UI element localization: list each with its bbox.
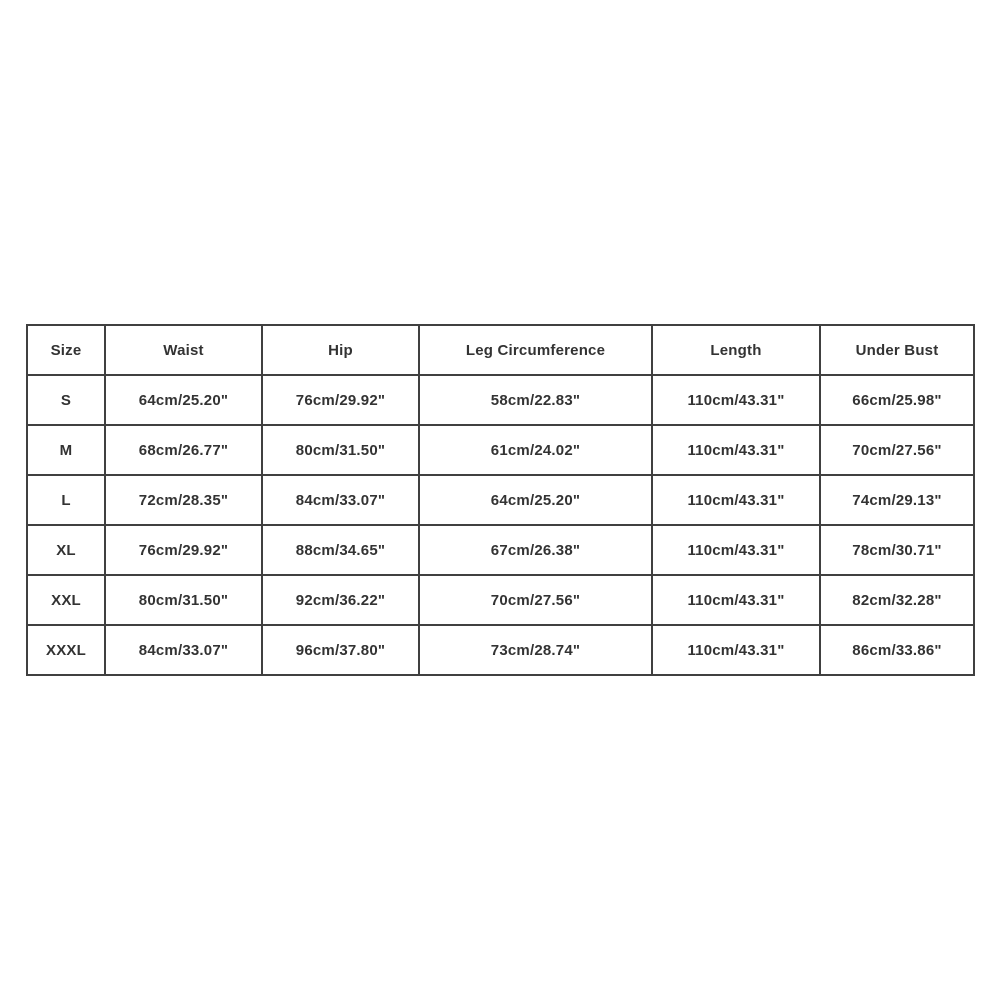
table-cell: 110cm/43.31" [652, 525, 820, 575]
table-cell: 80cm/31.50" [262, 425, 419, 475]
column-header-leg-circumference: Leg Circumference [419, 325, 652, 375]
size-label-cell: XL [27, 525, 105, 575]
table-cell: 67cm/26.38" [419, 525, 652, 575]
column-header-hip: Hip [262, 325, 419, 375]
table-cell: 110cm/43.31" [652, 575, 820, 625]
column-header-waist: Waist [105, 325, 262, 375]
header-row [27, 325, 974, 375]
table-cell: 70cm/27.56" [820, 425, 974, 475]
table-row-m [27, 425, 974, 475]
table-cell: 64cm/25.20" [105, 375, 262, 425]
table-cell: 70cm/27.56" [419, 575, 652, 625]
table-cell: 110cm/43.31" [652, 425, 820, 475]
table-cell: 73cm/28.74" [419, 625, 652, 675]
table-cell: 110cm/43.31" [652, 625, 820, 675]
size-label-cell: XXXL [27, 625, 105, 675]
table-row-s [27, 375, 974, 425]
table-cell: 68cm/26.77" [105, 425, 262, 475]
table-cell: 74cm/29.13" [820, 475, 974, 525]
table-cell: 80cm/31.50" [105, 575, 262, 625]
table-cell: 92cm/36.22" [262, 575, 419, 625]
column-header-length: Length [652, 325, 820, 375]
table-cell: 110cm/43.31" [652, 475, 820, 525]
table-body [27, 375, 974, 675]
size-label-cell: S [27, 375, 105, 425]
table-cell: 76cm/29.92" [262, 375, 419, 425]
table-cell: 66cm/25.98" [820, 375, 974, 425]
table-cell: 84cm/33.07" [262, 475, 419, 525]
column-header-under-bust: Under Bust [820, 325, 974, 375]
table-cell: 58cm/22.83" [419, 375, 652, 425]
size-label-cell: M [27, 425, 105, 475]
table-header [27, 325, 974, 375]
table-cell: 84cm/33.07" [105, 625, 262, 675]
table-row-xl [27, 525, 974, 575]
table-cell: 96cm/37.80" [262, 625, 419, 675]
size-chart-table [26, 324, 975, 676]
table-row-xxxl [27, 625, 974, 675]
table-cell: 76cm/29.92" [105, 525, 262, 575]
table-row-xxl [27, 575, 974, 625]
table-cell: 86cm/33.86" [820, 625, 974, 675]
column-header-size: Size [27, 325, 105, 375]
table-cell: 88cm/34.65" [262, 525, 419, 575]
table-row-l [27, 475, 974, 525]
table-cell: 64cm/25.20" [419, 475, 652, 525]
table-cell: 61cm/24.02" [419, 425, 652, 475]
table-cell: 110cm/43.31" [652, 375, 820, 425]
table-cell: 78cm/30.71" [820, 525, 974, 575]
table-cell: 72cm/28.35" [105, 475, 262, 525]
table-cell: 82cm/32.28" [820, 575, 974, 625]
size-label-cell: XXL [27, 575, 105, 625]
size-label-cell: L [27, 475, 105, 525]
